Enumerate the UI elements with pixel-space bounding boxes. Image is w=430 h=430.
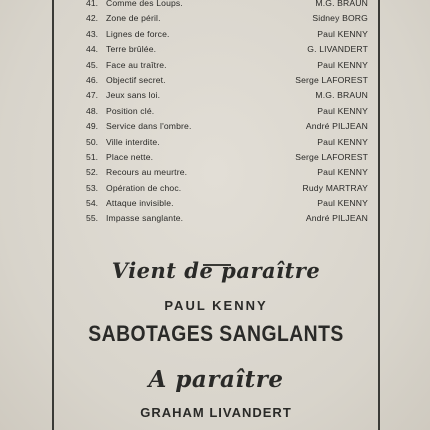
item-author: M.G. BRAUN: [315, 0, 368, 8]
list-item: [78, 119, 370, 134]
item-title: Terre brûlée.: [106, 44, 157, 55]
item-author: Paul KENNY: [317, 167, 368, 178]
item-title: Impasse sanglante.: [106, 213, 184, 224]
featured-author: PAUL KENNY: [164, 298, 268, 313]
item-number: 41.: [86, 0, 98, 8]
list-item: [78, 211, 370, 226]
item-number: 55.: [86, 213, 98, 224]
item-title: Attaque invisible.: [106, 198, 174, 209]
item-author: Rudy MARTRAY: [302, 182, 368, 193]
title-list: [78, 0, 370, 227]
item-title: Ville interdite.: [106, 136, 160, 147]
item-author: Paul KENNY: [317, 28, 368, 39]
item-number: 50.: [86, 136, 98, 147]
featured-book-title: SABOTAGES SANGLANTS: [88, 321, 344, 346]
item-title: Place nette.: [106, 151, 154, 162]
item-title: Lignes de force.: [106, 28, 170, 39]
item-number: 48.: [86, 105, 98, 116]
item-number: 53.: [86, 182, 98, 193]
item-author: Serge LAFOREST: [295, 151, 368, 162]
item-author: André PILJEAN: [305, 213, 368, 224]
item-number: 51.: [86, 151, 98, 162]
item-number: 54.: [86, 198, 98, 209]
item-number: 43.: [86, 28, 98, 39]
list-item: [78, 135, 370, 150]
item-title: Recours au meurtre.: [106, 167, 188, 178]
forthcoming-author: GRAHAM LIVANDERT: [140, 405, 292, 420]
list-item: [78, 196, 370, 211]
item-author: Paul KENNY: [317, 198, 368, 209]
list-item: [78, 181, 370, 196]
item-title: Zone de péril.: [106, 13, 161, 24]
item-author: M.G. BRAUN: [315, 90, 368, 101]
item-title: Face au traître.: [106, 59, 167, 70]
list-item: [78, 11, 370, 26]
item-number: 45.: [86, 59, 98, 70]
item-number: 46.: [86, 74, 98, 85]
item-title: Objectif secret.: [106, 74, 166, 85]
heading-just-published: Vient de paraître: [111, 258, 321, 283]
item-author: Paul KENNY: [317, 136, 368, 147]
list-item: [78, 0, 370, 11]
list-item: [78, 165, 370, 180]
list-item: [78, 104, 370, 119]
item-author: G. LIVANDERT: [307, 44, 368, 55]
item-number: 49.: [86, 121, 98, 132]
item-title: Jeux sans loi.: [106, 90, 161, 101]
item-number: 42.: [86, 13, 98, 24]
list-item: [78, 42, 370, 57]
item-title: Comme des Loups.: [106, 0, 183, 8]
heading-forthcoming: A paraître: [148, 366, 284, 393]
list-item: [78, 150, 370, 165]
item-title: Position clé.: [106, 105, 155, 116]
item-author: Serge LAFOREST: [295, 74, 368, 85]
item-number: 52.: [86, 167, 98, 178]
item-author: Sidney BORG: [312, 13, 368, 24]
item-author: Paul KENNY: [317, 59, 368, 70]
list-item: [78, 27, 370, 42]
list-item: [78, 73, 370, 88]
list-item: [78, 88, 370, 103]
item-author: Paul KENNY: [317, 105, 368, 116]
list-item: [78, 58, 370, 73]
item-title: Service dans l'ombre.: [106, 121, 192, 132]
item-author: André PILJEAN: [305, 121, 368, 132]
item-number: 44.: [86, 44, 98, 55]
item-title: Opération de choc.: [106, 182, 182, 193]
item-number: 47.: [86, 90, 98, 101]
